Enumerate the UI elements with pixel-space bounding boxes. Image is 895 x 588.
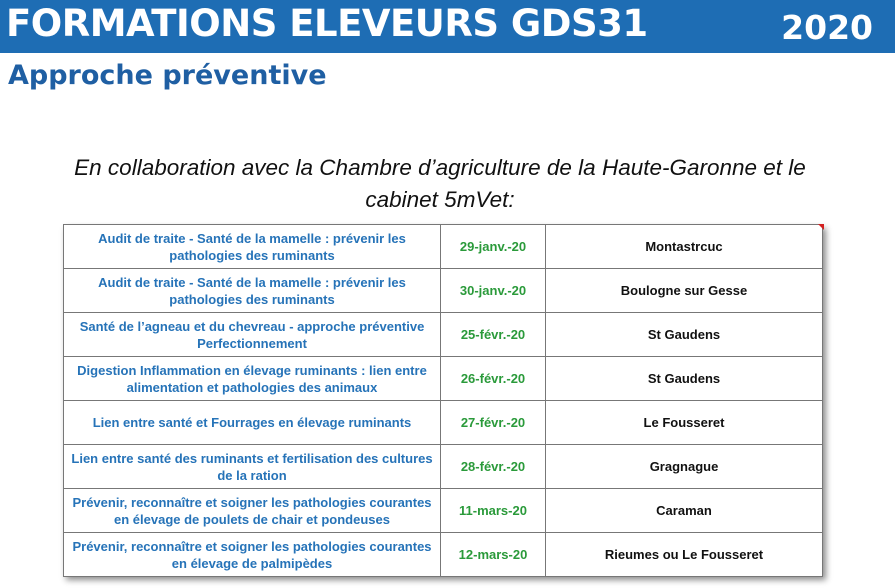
header-banner [0, 0, 895, 53]
year-label: 2020 [781, 8, 873, 47]
place-cell: St Gaudens [546, 313, 823, 357]
place-cell: Caraman [546, 489, 823, 533]
course-title-cell: Audit de traite - Santé de la mamelle : prévenir les pathologies des ruminants [64, 225, 441, 269]
table-row [64, 225, 823, 269]
place-cell: Rieumes ou Le Fousseret [546, 533, 823, 577]
place-cell: Montastrcuc [546, 225, 823, 269]
course-title-cell: Prévenir, reconnaître et soigner les pathologies courantes en élevage de poulets de chair et pondeuses [64, 489, 441, 533]
place-cell: Le Fousseret [546, 401, 823, 445]
sessions-table [63, 224, 823, 577]
course-title-cell: Prévenir, reconnaître et soigner les pathologies courantes en élevage de palmipèdes [64, 533, 441, 577]
table-row [64, 445, 823, 489]
table-row [64, 313, 823, 357]
table-row [64, 533, 823, 577]
place-cell: Gragnague [546, 445, 823, 489]
date-cell: 11-mars-20 [441, 489, 546, 533]
place-cell: Boulogne sur Gesse [546, 269, 823, 313]
table-row [64, 489, 823, 533]
date-cell: 25-févr.-20 [441, 313, 546, 357]
course-title-cell: Audit de traite - Santé de la mamelle : prévenir les pathologies des ruminants [64, 269, 441, 313]
date-cell: 30-janv.-20 [441, 269, 546, 313]
corner-marker [818, 224, 824, 230]
page-title: FORMATIONS ELEVEURS GDS31 [6, 2, 648, 45]
sessions-table-container [63, 224, 823, 576]
course-title-cell: Lien entre santé et Fourrages en élevage ruminants [64, 401, 441, 445]
course-title-cell: Lien entre santé des ruminants et fertilisation des cultures de la ration [64, 445, 441, 489]
date-cell: 29-janv.-20 [441, 225, 546, 269]
date-cell: 26-févr.-20 [441, 357, 546, 401]
date-cell: 28-févr.-20 [441, 445, 546, 489]
table-row [64, 401, 823, 445]
course-title-cell: Digestion Inflammation en élevage ruminants : lien entre alimentation et pathologies des animaux [64, 357, 441, 401]
table-row [64, 269, 823, 313]
date-cell: 27-févr.-20 [441, 401, 546, 445]
collaboration-text: En collaboration avec la Chambre d’agriculture de la Haute-Garonne et le cabinet 5mVet: [74, 155, 806, 212]
date-cell: 12-mars-20 [441, 533, 546, 577]
course-title-cell: Santé de l’agneau et du chevreau - approche préventive Perfectionnement [64, 313, 441, 357]
table-row [64, 357, 823, 401]
section-subtitle: Approche préventive [8, 60, 327, 91]
place-cell: St Gaudens [546, 357, 823, 401]
